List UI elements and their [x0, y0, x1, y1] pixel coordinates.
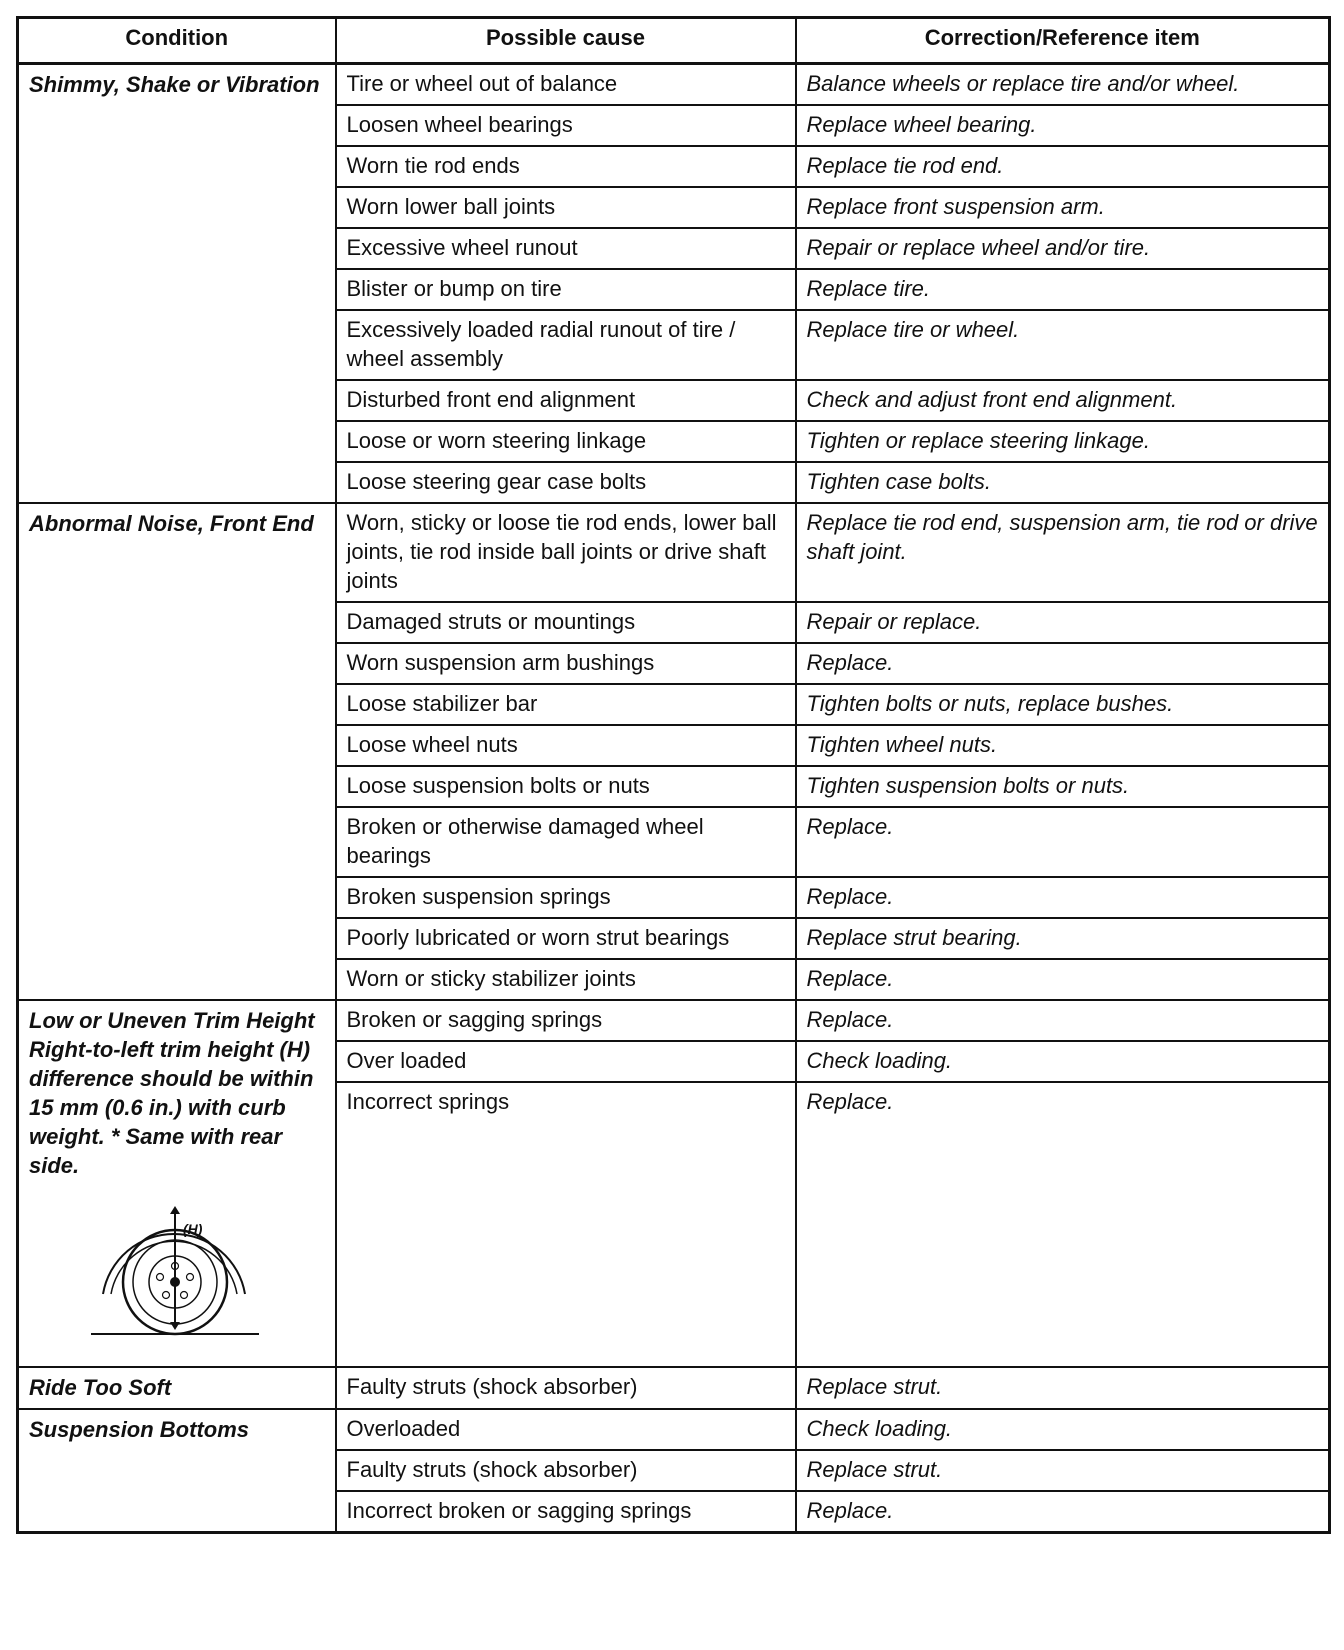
condition-cell: Shimmy, Shake or Vibration — [18, 64, 336, 504]
header-correction: Correction/Reference item — [796, 18, 1330, 64]
correction-cell: Replace strut. — [796, 1450, 1330, 1491]
correction-cell: Replace. — [796, 643, 1330, 684]
correction-cell: Replace wheel bearing. — [796, 105, 1330, 146]
condition-text: Low or Uneven Trim Height Right-to-left trim height (H) difference should be within 15 mm (0.6 in.) with curb weight. * Same with rear side. — [29, 1008, 315, 1178]
correction-cell: Replace strut. — [796, 1367, 1330, 1409]
cause-cell: Faulty struts (shock absorber) — [336, 1450, 796, 1491]
table-row — [18, 1000, 1330, 1041]
cause-cell: Worn, sticky or loose tie rod ends, lower ball joints, tie rod inside ball joints or drive shaft joints — [336, 503, 796, 602]
table-row — [18, 1367, 1330, 1409]
correction-cell: Replace strut bearing. — [796, 918, 1330, 959]
cause-cell: Overloaded — [336, 1409, 796, 1450]
correction-cell: Replace front suspension arm. — [796, 187, 1330, 228]
table-row — [18, 1409, 1330, 1450]
correction-cell: Check and adjust front end alignment. — [796, 380, 1330, 421]
correction-cell: Tighten case bolts. — [796, 462, 1330, 503]
troubleshooting-table — [16, 16, 1331, 1534]
cause-cell: Loosen wheel bearings — [336, 105, 796, 146]
table-row — [18, 503, 1330, 602]
cause-cell: Excessively loaded radial runout of tire / wheel assembly — [336, 310, 796, 380]
condition-cell: Ride Too Soft — [18, 1367, 336, 1409]
condition-cell: Abnormal Noise, Front End — [18, 503, 336, 1000]
correction-cell: Check loading. — [796, 1041, 1330, 1082]
correction-cell: Repair or replace. — [796, 602, 1330, 643]
cause-cell: Excessive wheel runout — [336, 228, 796, 269]
correction-cell: Tighten wheel nuts. — [796, 725, 1330, 766]
correction-cell: Balance wheels or replace tire and/or wheel. — [796, 64, 1330, 106]
cause-cell: Damaged struts or mountings — [336, 602, 796, 643]
cause-cell: Incorrect springs — [336, 1082, 796, 1367]
correction-cell: Replace. — [796, 1082, 1330, 1367]
cause-cell: Loose stabilizer bar — [336, 684, 796, 725]
cause-cell: Over loaded — [336, 1041, 796, 1082]
correction-cell: Tighten suspension bolts or nuts. — [796, 766, 1330, 807]
cause-cell: Broken suspension springs — [336, 877, 796, 918]
correction-cell: Check loading. — [796, 1409, 1330, 1450]
correction-cell: Replace. — [796, 877, 1330, 918]
correction-cell: Tighten or replace steering linkage. — [796, 421, 1330, 462]
correction-cell: Tighten bolts or nuts, replace bushes. — [796, 684, 1330, 725]
cause-cell: Incorrect broken or sagging springs — [336, 1491, 796, 1533]
header-condition: Condition — [18, 18, 336, 64]
cause-cell: Tire or wheel out of balance — [336, 64, 796, 106]
cause-cell: Poorly lubricated or worn strut bearings — [336, 918, 796, 959]
correction-cell: Replace tire. — [796, 269, 1330, 310]
arrow-up-icon — [170, 1206, 180, 1214]
cause-cell: Loose steering gear case bolts — [336, 462, 796, 503]
cause-cell: Broken or otherwise damaged wheel bearings — [336, 807, 796, 877]
cause-cell: Faulty struts (shock absorber) — [336, 1367, 796, 1409]
cause-cell: Loose wheel nuts — [336, 725, 796, 766]
cause-cell: Worn or sticky stabilizer joints — [336, 959, 796, 1000]
table-row — [18, 64, 1330, 106]
cause-cell: Broken or sagging springs — [336, 1000, 796, 1041]
correction-cell: Replace. — [796, 959, 1330, 1000]
header-row — [18, 18, 1330, 64]
cause-cell: Loose suspension bolts or nuts — [336, 766, 796, 807]
correction-cell: Replace tie rod end, suspension arm, tie rod or drive shaft joint. — [796, 503, 1330, 602]
condition-cell: Suspension Bottoms — [18, 1409, 336, 1533]
correction-cell: Replace tire or wheel. — [796, 310, 1330, 380]
correction-cell: Replace. — [796, 807, 1330, 877]
cause-cell: Worn lower ball joints — [336, 187, 796, 228]
arrow-down-icon — [170, 1322, 180, 1330]
condition-cell — [18, 1000, 336, 1367]
correction-cell: Repair or replace wheel and/or tire. — [796, 228, 1330, 269]
height-label: (H) — [183, 1221, 203, 1237]
trim-height-diagram — [87, 1200, 263, 1340]
header-possible-cause: Possible cause — [336, 18, 796, 64]
cause-cell: Blister or bump on tire — [336, 269, 796, 310]
cause-cell: Disturbed front end alignment — [336, 380, 796, 421]
cause-cell: Worn suspension arm bushings — [336, 643, 796, 684]
cause-cell: Worn tie rod ends — [336, 146, 796, 187]
cause-cell: Loose or worn steering linkage — [336, 421, 796, 462]
correction-cell: Replace tie rod end. — [796, 146, 1330, 187]
correction-cell: Replace. — [796, 1491, 1330, 1533]
correction-cell: Replace. — [796, 1000, 1330, 1041]
